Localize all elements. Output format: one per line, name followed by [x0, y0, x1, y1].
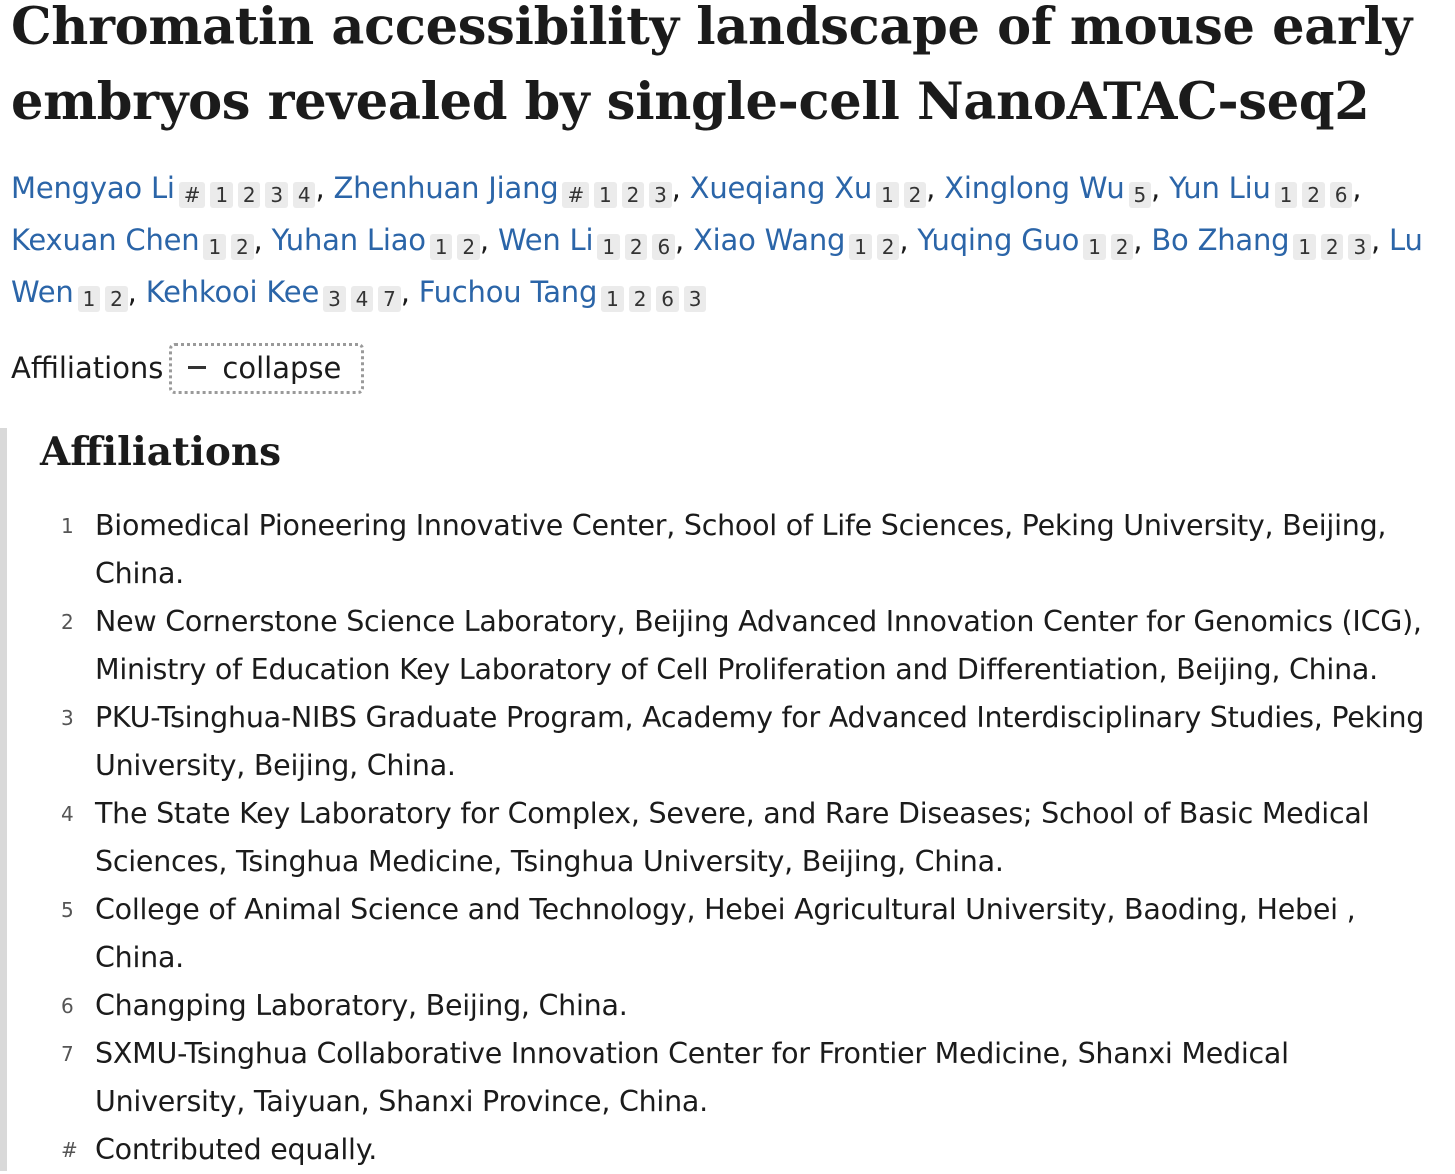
affiliations-panel — [0, 428, 1447, 1171]
affiliation-ref-badge[interactable]: 2 — [457, 234, 480, 260]
affiliation-ref-badge[interactable]: 2 — [238, 182, 261, 208]
affiliation-ref-badge[interactable]: 1 — [849, 234, 872, 260]
author — [693, 223, 917, 257]
affiliation-refs — [323, 272, 401, 320]
affiliations-list — [51, 502, 1441, 1174]
author-name-link[interactable]: Lu Wen — [11, 223, 1423, 309]
affiliation-ref-badge[interactable]: 2 — [625, 234, 648, 260]
affiliation-item — [51, 790, 1441, 886]
affiliation-number: 5 — [61, 898, 74, 922]
affiliation-ref-badge[interactable]: 5 — [1129, 182, 1152, 208]
affiliation-ref-badge[interactable]: 2 — [1111, 234, 1134, 260]
affiliation-text: The State Key Laboratory for Complex, Severe, and Rare Diseases; School of Basic Medical Sciences, Tsinghua Medicine, Tsinghua University, Beijing, China. — [95, 797, 1370, 878]
affiliation-ref-badge[interactable]: 3 — [265, 182, 288, 208]
author-name-link[interactable]: Xueqiang Xu — [689, 171, 873, 205]
author-name-link[interactable]: Yuqing Guo — [917, 223, 1080, 257]
affiliation-item — [51, 886, 1441, 982]
affiliation-item — [51, 502, 1441, 598]
author-separator: , — [253, 223, 272, 257]
affiliation-text: SXMU-Tsinghua Collaborative Innovation Center for Frontier Medicine, Shanxi Medical University, Taiyuan, Shanxi Province, China. — [95, 1037, 1289, 1118]
author — [690, 171, 945, 205]
affiliation-text: College of Animal Science and Technology, Hebei Agricultural University, Baoding, Hebei , China. — [95, 893, 1356, 974]
affiliation-ref-badge[interactable]: 2 — [1302, 182, 1325, 208]
affiliation-ref-badge[interactable]: # — [562, 182, 589, 208]
affiliation-refs — [562, 168, 671, 216]
author — [11, 223, 272, 257]
affiliation-ref-badge[interactable]: 7 — [378, 286, 401, 312]
affiliation-ref-badge[interactable]: 1 — [1293, 234, 1316, 260]
affiliation-ref-badge[interactable]: 1 — [210, 182, 233, 208]
affiliation-text: Changping Laboratory, Beijing, China. — [95, 989, 628, 1022]
affiliation-item — [51, 982, 1441, 1030]
affiliation-number: 1 — [61, 514, 74, 538]
author-name-link[interactable]: Mengyao Li — [11, 171, 175, 205]
affiliation-text: New Cornerstone Science Laboratory, Beijing Advanced Innovation Center for Genomics (ICG), Ministry of Education Key Laboratory of Cell Proliferation and Differentiation, Beijing, China. — [95, 605, 1422, 686]
author-separator: , — [671, 171, 690, 205]
author-name-link[interactable]: Kehkooi Kee — [145, 275, 320, 309]
affiliation-ref-badge[interactable]: 1 — [601, 286, 624, 312]
affiliation-ref-badge[interactable]: 3 — [1348, 234, 1371, 260]
author-separator: , — [899, 223, 918, 257]
author-name-link[interactable]: Yuhan Liao — [271, 223, 426, 257]
author — [498, 223, 693, 257]
affiliation-ref-badge[interactable]: 1 — [203, 234, 226, 260]
affiliation-text: Contributed equally. — [95, 1133, 378, 1166]
author-separator: , — [674, 223, 694, 257]
affiliation-ref-badge[interactable]: 4 — [293, 182, 316, 208]
affiliation-ref-badge[interactable]: 1 — [597, 234, 620, 260]
author-name-link[interactable]: Wen Li — [497, 223, 594, 257]
author-separator: , — [479, 223, 498, 257]
affiliation-refs — [876, 168, 926, 216]
affiliation-ref-badge[interactable]: 2 — [105, 286, 128, 312]
author-separator: , — [315, 171, 334, 205]
affiliation-refs — [849, 220, 899, 268]
affiliation-refs — [78, 272, 128, 320]
author-separator: , — [400, 275, 419, 309]
affiliation-number: 6 — [61, 994, 74, 1018]
affiliation-ref-badge[interactable]: 2 — [877, 234, 900, 260]
affiliation-item — [51, 598, 1441, 694]
affiliation-ref-badge[interactable]: 2 — [1321, 234, 1344, 260]
author-name-link[interactable]: Xinglong Wu — [944, 171, 1125, 205]
affiliation-number: 3 — [61, 706, 74, 730]
affiliation-refs — [597, 220, 675, 268]
affiliation-ref-badge[interactable]: 1 — [1083, 234, 1106, 260]
affiliation-ref-badge[interactable]: 4 — [351, 286, 374, 312]
affiliation-number: 4 — [61, 802, 74, 826]
affiliation-ref-badge[interactable]: 6 — [1330, 182, 1353, 208]
affiliation-ref-badge[interactable]: 1 — [594, 182, 617, 208]
affiliations-heading: Affiliations — [40, 429, 282, 475]
author-name-link[interactable]: Zhenhuan Jiang — [333, 171, 559, 205]
affiliation-text: PKU-Tsinghua-NIBS Graduate Program, Academy for Advanced Interdisciplinary Studies, Peking University, Beijing, China. — [95, 701, 1425, 782]
affiliation-ref-badge[interactable]: 3 — [649, 182, 672, 208]
author — [146, 275, 419, 309]
author — [334, 171, 690, 205]
author — [1151, 223, 1389, 257]
author — [11, 171, 334, 205]
affiliation-refs — [430, 220, 480, 268]
author — [917, 223, 1151, 257]
author-name-link[interactable]: Bo Zhang — [1151, 223, 1290, 257]
author — [1169, 171, 1361, 205]
author-name-link[interactable]: Fuchou Tang — [418, 275, 598, 309]
article-header — [11, 0, 1451, 394]
affiliation-number: 7 — [61, 1042, 74, 1066]
affiliation-ref-badge[interactable]: 1 — [1275, 182, 1298, 208]
affiliation-ref-badge[interactable]: 1 — [430, 234, 453, 260]
affiliations-toggle-row — [11, 342, 1451, 394]
affiliation-number: 2 — [61, 610, 74, 634]
affiliation-ref-badge[interactable]: 6 — [656, 286, 679, 312]
affiliation-refs — [1275, 168, 1353, 216]
affiliation-ref-badge[interactable]: 1 — [78, 286, 101, 312]
collapse-affiliations-button[interactable] — [169, 343, 364, 394]
affiliation-ref-badge[interactable]: 6 — [652, 234, 675, 260]
author-separator: , — [1370, 223, 1390, 257]
author-name-link[interactable]: Xiao Wang — [693, 223, 846, 257]
affiliation-refs — [601, 272, 706, 320]
affiliation-refs — [1293, 220, 1371, 268]
author-separator: , — [926, 171, 945, 205]
affiliation-refs — [179, 168, 316, 216]
affiliation-ref-badge[interactable]: 3 — [684, 286, 707, 312]
affiliation-text: Biomedical Pioneering Innovative Center, School of Life Sciences, Peking University, Beijing, China. — [95, 509, 1387, 590]
collapse-button-label: collapse — [222, 350, 342, 385]
affiliation-ref-badge[interactable]: 2 — [231, 234, 254, 260]
author — [419, 275, 707, 309]
affiliation-ref-badge[interactable]: 2 — [904, 182, 927, 208]
affiliation-item — [51, 1126, 1441, 1174]
article-title: Chromatin accessibility landscape of mouse early embryos revealed by single-cell NanoATAC-seq2 — [11, 0, 1412, 132]
affiliation-ref-badge[interactable]: # — [179, 182, 206, 208]
minus-icon — [188, 366, 206, 369]
affiliation-refs — [203, 220, 253, 268]
affiliation-item — [51, 694, 1441, 790]
affiliations-toggle-label: Affiliations — [11, 351, 164, 385]
author — [944, 171, 1169, 205]
author-separator: , — [1352, 171, 1362, 205]
affiliation-refs — [1129, 168, 1152, 216]
affiliation-ref-badge[interactable]: 2 — [622, 182, 645, 208]
author — [272, 223, 498, 257]
affiliation-refs — [1083, 220, 1133, 268]
author-list — [11, 164, 1451, 320]
affiliation-ref-badge[interactable]: 1 — [876, 182, 899, 208]
affiliation-item — [51, 1030, 1441, 1126]
affiliation-ref-badge[interactable]: 2 — [629, 286, 652, 312]
author-separator: , — [1151, 171, 1170, 205]
author-name-link[interactable]: Kexuan Chen — [11, 223, 200, 257]
author-separator: , — [1133, 223, 1152, 257]
author-separator: , — [127, 275, 146, 309]
author-name-link[interactable]: Yun Liu — [1169, 171, 1271, 205]
affiliation-ref-badge[interactable]: 3 — [323, 286, 346, 312]
affiliation-number: # — [61, 1138, 78, 1162]
